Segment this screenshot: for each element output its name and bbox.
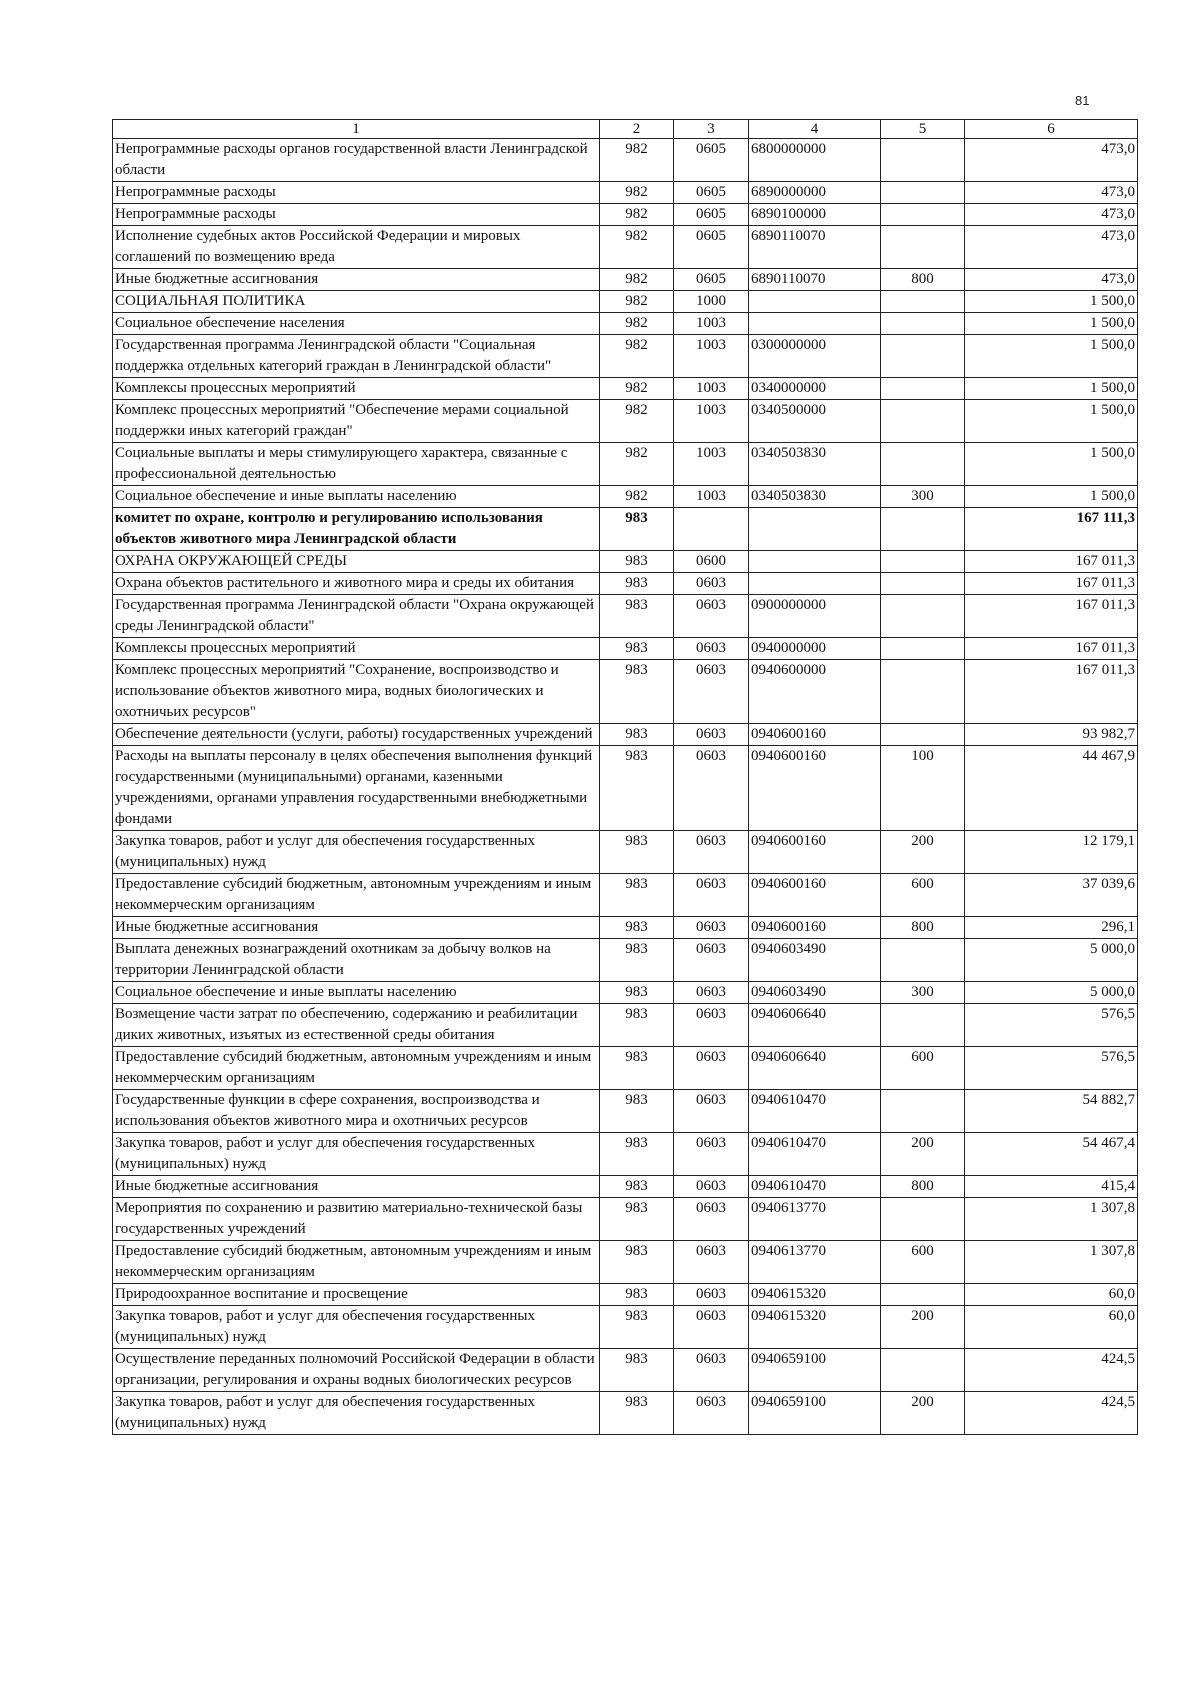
department-code-cell: 983 [600,1241,674,1284]
section-code-cell: 0603 [674,595,749,638]
section-code-cell: 1003 [674,335,749,378]
expense-type-cell [881,291,965,313]
table-row [113,486,1138,508]
table-row [113,400,1138,443]
amount-cell: 1 500,0 [965,443,1138,486]
section-code-cell: 0603 [674,1241,749,1284]
expense-name-cell: Социальное обеспечение и иные выплаты населению [113,982,600,1004]
table-row [113,551,1138,573]
expense-name-cell: Непрограммные расходы органов государственной власти Ленинградской области [113,139,600,182]
expense-name-cell: Возмещение части затрат по обеспечению, содержанию и реабилитации диких животных, изъятых из естественной среды обитания [113,1004,600,1047]
column-header: 3 [674,120,749,139]
target-article-cell: 6800000000 [749,139,881,182]
section-code-cell: 0603 [674,1047,749,1090]
expense-name-cell: Мероприятия по сохранению и развитию материально-технической базы государственных учреждений [113,1198,600,1241]
expense-name-cell: Охрана объектов растительного и животного мира и среды их обитания [113,573,600,595]
target-article-cell: 0900000000 [749,595,881,638]
amount-cell: 167 011,3 [965,573,1138,595]
section-code-cell: 1003 [674,486,749,508]
department-code-cell: 982 [600,443,674,486]
amount-cell: 576,5 [965,1047,1138,1090]
expense-name-cell: Комплекс процессных мероприятий "Обеспечение мерами социальной поддержки иных категорий граждан" [113,400,600,443]
section-code-cell: 1003 [674,400,749,443]
section-code-cell: 0603 [674,874,749,917]
expense-type-cell [881,508,965,551]
department-code-cell: 983 [600,595,674,638]
table-row [113,982,1138,1004]
section-code-cell: 0603 [674,1090,749,1133]
expense-name-cell: ОХРАНА ОКРУЖАЮЩЕЙ СРЕДЫ [113,551,600,573]
table-row [113,724,1138,746]
amount-cell: 473,0 [965,139,1138,182]
column-number-row [113,120,1138,139]
table-row [113,1198,1138,1241]
expense-type-cell: 200 [881,831,965,874]
department-code-cell: 983 [600,1133,674,1176]
target-article-cell: 0940600160 [749,746,881,831]
amount-cell: 296,1 [965,917,1138,939]
target-article-cell: 0940613770 [749,1241,881,1284]
expense-name-cell: Закупка товаров, работ и услуг для обеспечения государственных (муниципальных) нужд [113,831,600,874]
section-code-cell: 0603 [674,1133,749,1176]
expense-name-cell: Комплексы процессных мероприятий [113,378,600,400]
expense-name-cell: Государственная программа Ленинградской области "Социальная поддержка отдельных категорий граждан в Ленинградской области" [113,335,600,378]
table-row [113,139,1138,182]
table-row [113,638,1138,660]
target-article-cell: 0940606640 [749,1047,881,1090]
table-row [113,335,1138,378]
department-code-cell: 983 [600,1392,674,1435]
amount-cell: 167 011,3 [965,638,1138,660]
expense-type-cell: 600 [881,874,965,917]
department-code-cell: 982 [600,486,674,508]
expense-type-cell: 800 [881,269,965,291]
expense-type-cell [881,660,965,724]
table-row [113,1284,1138,1306]
section-code-cell: 0603 [674,1004,749,1047]
department-code-cell: 983 [600,982,674,1004]
target-article-cell: 6890110070 [749,226,881,269]
department-code-cell: 983 [600,746,674,831]
expense-name-cell: Иные бюджетные ассигнования [113,1176,600,1198]
amount-cell: 12 179,1 [965,831,1138,874]
section-code-cell: 1003 [674,313,749,335]
expense-type-cell [881,551,965,573]
target-article-cell: 0340000000 [749,378,881,400]
amount-cell: 60,0 [965,1284,1138,1306]
target-article-cell: 6890110070 [749,269,881,291]
department-code-cell: 983 [600,724,674,746]
target-article-cell: 0940613770 [749,1198,881,1241]
section-code-cell: 1003 [674,443,749,486]
table-row [113,831,1138,874]
section-code-cell: 0603 [674,917,749,939]
target-article-cell: 0340503830 [749,443,881,486]
department-code-cell: 983 [600,1349,674,1392]
table-row [113,182,1138,204]
target-article-cell: 0940600000 [749,660,881,724]
section-code-cell: 0603 [674,1284,749,1306]
target-article-cell: 0340500000 [749,400,881,443]
target-article-cell: 6890100000 [749,204,881,226]
target-article-cell: 0940610470 [749,1133,881,1176]
target-article-cell [749,508,881,551]
target-article-cell: 0940610470 [749,1176,881,1198]
target-article-cell: 0940615320 [749,1306,881,1349]
table-row [113,1176,1138,1198]
expense-type-cell [881,638,965,660]
section-code-cell: 0605 [674,269,749,291]
amount-cell: 37 039,6 [965,874,1138,917]
target-article-cell: 0300000000 [749,335,881,378]
department-code-cell: 983 [600,1176,674,1198]
department-code-cell: 982 [600,313,674,335]
target-article-cell [749,291,881,313]
expense-type-cell [881,400,965,443]
department-code-cell: 983 [600,1284,674,1306]
target-article-cell [749,313,881,335]
department-code-cell: 983 [600,660,674,724]
target-article-cell [749,573,881,595]
expense-type-cell [881,1349,965,1392]
amount-cell: 54 882,7 [965,1090,1138,1133]
table-row [113,917,1138,939]
amount-cell: 60,0 [965,1306,1138,1349]
expense-name-cell: Закупка товаров, работ и услуг для обеспечения государственных (муниципальных) нужд [113,1133,600,1176]
section-code-cell: 0605 [674,204,749,226]
department-code-cell: 983 [600,917,674,939]
expense-type-cell: 300 [881,486,965,508]
department-code-cell: 983 [600,1090,674,1133]
table-row [113,291,1138,313]
expense-name-cell: Осуществление переданных полномочий Российской Федерации в области организации, регулирования и охраны водных биологических ресурсов [113,1349,600,1392]
department-code-cell: 983 [600,874,674,917]
section-code-cell: 0603 [674,1198,749,1241]
column-header: 4 [749,120,881,139]
table-row [113,443,1138,486]
expense-type-cell [881,378,965,400]
target-article-cell: 0940000000 [749,638,881,660]
section-code-cell: 0603 [674,638,749,660]
department-code-cell: 983 [600,939,674,982]
expense-type-cell [881,1284,965,1306]
target-article-cell: 0940659100 [749,1349,881,1392]
table-row [113,1133,1138,1176]
expense-name-cell: Комплексы процессных мероприятий [113,638,600,660]
expense-name-cell: Социальное обеспечение и иные выплаты населению [113,486,600,508]
amount-cell: 473,0 [965,204,1138,226]
table-row [113,269,1138,291]
expense-type-cell: 100 [881,746,965,831]
amount-cell: 1 500,0 [965,291,1138,313]
target-article-cell: 0940603490 [749,939,881,982]
amount-cell: 167 011,3 [965,595,1138,638]
target-article-cell [749,551,881,573]
section-code-cell: 0603 [674,1306,749,1349]
expense-name-cell: Комплекс процессных мероприятий "Сохранение, воспроизводство и использование объектов животного мира, водных биологических и охотничьих ресурсов" [113,660,600,724]
section-code-cell: 0603 [674,831,749,874]
expense-type-cell [881,335,965,378]
expense-name-cell: Непрограммные расходы [113,204,600,226]
department-code-cell: 983 [600,1004,674,1047]
expense-name-cell: Исполнение судебных актов Российской Федерации и мировых соглашений по возмещению вреда [113,226,600,269]
section-code-cell: 0605 [674,226,749,269]
expense-type-cell [881,204,965,226]
amount-cell: 473,0 [965,269,1138,291]
amount-cell: 1 500,0 [965,378,1138,400]
section-code-cell: 0603 [674,982,749,1004]
section-code-cell: 0603 [674,573,749,595]
expense-name-cell: СОЦИАЛЬНАЯ ПОЛИТИКА [113,291,600,313]
expense-name-cell: Закупка товаров, работ и услуг для обеспечения государственных (муниципальных) нужд [113,1392,600,1435]
expense-name-cell: Иные бюджетные ассигнования [113,917,600,939]
target-article-cell: 0940606640 [749,1004,881,1047]
target-article-cell: 0940610470 [749,1090,881,1133]
table-row [113,1392,1138,1435]
section-code-cell: 0603 [674,724,749,746]
table-row [113,1306,1138,1349]
amount-cell: 424,5 [965,1349,1138,1392]
section-code-cell [674,508,749,551]
expense-type-cell: 200 [881,1392,965,1435]
target-article-cell: 0940600160 [749,724,881,746]
expense-type-cell [881,595,965,638]
table-row [113,595,1138,638]
expense-type-cell [881,573,965,595]
expense-type-cell: 200 [881,1133,965,1176]
amount-cell: 1 500,0 [965,400,1138,443]
amount-cell: 167 011,3 [965,660,1138,724]
expense-name-cell: Расходы на выплаты персоналу в целях обеспечения выполнения функций государственными (муниципальными) органами, казенными учреждениями, органами управления государственными внебюджетными фондами [113,746,600,831]
table-row [113,1004,1138,1047]
department-code-cell: 983 [600,551,674,573]
section-code-cell: 0603 [674,1176,749,1198]
amount-cell: 415,4 [965,1176,1138,1198]
table-row [113,660,1138,724]
target-article-cell: 0940659100 [749,1392,881,1435]
department-code-cell: 982 [600,378,674,400]
amount-cell: 424,5 [965,1392,1138,1435]
department-code-cell: 983 [600,638,674,660]
expense-name-cell: Предоставление субсидий бюджетным, автономным учреждениям и иным некоммерческим организациям [113,1241,600,1284]
table-row [113,573,1138,595]
expense-name-cell: Природоохранное воспитание и просвещение [113,1284,600,1306]
amount-cell: 473,0 [965,182,1138,204]
table-row [113,939,1138,982]
amount-cell: 5 000,0 [965,982,1138,1004]
expense-name-cell: Предоставление субсидий бюджетным, автономным учреждениям и иным некоммерческим организациям [113,1047,600,1090]
expense-type-cell: 600 [881,1241,965,1284]
expense-name-cell: Предоставление субсидий бюджетным, автономным учреждениям и иным некоммерческим организациям [113,874,600,917]
expense-type-cell [881,182,965,204]
amount-cell: 54 467,4 [965,1133,1138,1176]
target-article-cell: 0340503830 [749,486,881,508]
section-code-cell: 0603 [674,660,749,724]
target-article-cell: 0940600160 [749,874,881,917]
expense-type-cell [881,443,965,486]
table-row [113,378,1138,400]
expense-type-cell [881,226,965,269]
expense-name-cell: комитет по охране, контролю и регулированию использования объектов животного мира Ленинградской области [113,508,600,551]
expense-type-cell [881,724,965,746]
section-code-cell: 0605 [674,139,749,182]
target-article-cell: 0940600160 [749,831,881,874]
expense-type-cell [881,139,965,182]
table-row [113,1241,1138,1284]
expense-name-cell: Иные бюджетные ассигнования [113,269,600,291]
table-row [113,313,1138,335]
expense-name-cell: Закупка товаров, работ и услуг для обеспечения государственных (муниципальных) нужд [113,1306,600,1349]
target-article-cell: 0940603490 [749,982,881,1004]
department-code-cell: 983 [600,508,674,551]
budget-table [112,119,1138,1435]
department-code-cell: 982 [600,335,674,378]
amount-cell: 44 467,9 [965,746,1138,831]
expense-name-cell: Государственные функции в сфере сохранения, воспроизводства и использования объектов животного мира и охотничьих ресурсов [113,1090,600,1133]
department-code-cell: 982 [600,400,674,443]
amount-cell: 1 307,8 [965,1198,1138,1241]
expense-type-cell [881,313,965,335]
table-body [113,139,1138,1435]
department-code-cell: 982 [600,182,674,204]
table-row [113,874,1138,917]
table-row [113,508,1138,551]
department-code-cell: 983 [600,573,674,595]
page-number: 81 [1075,93,1090,108]
amount-cell: 1 500,0 [965,335,1138,378]
amount-cell: 576,5 [965,1004,1138,1047]
department-code-cell: 983 [600,1047,674,1090]
department-code-cell: 982 [600,226,674,269]
column-header: 1 [113,120,600,139]
table-header [113,120,1138,139]
department-code-cell: 982 [600,204,674,226]
expense-name-cell: Социальное обеспечение населения [113,313,600,335]
table-row [113,204,1138,226]
expense-type-cell: 200 [881,1306,965,1349]
expense-name-cell: Выплата денежных вознаграждений охотникам за добычу волков на территории Ленинградской области [113,939,600,982]
amount-cell: 473,0 [965,226,1138,269]
expense-type-cell: 800 [881,917,965,939]
section-code-cell: 0600 [674,551,749,573]
department-code-cell: 983 [600,831,674,874]
department-code-cell: 982 [600,139,674,182]
section-code-cell: 0603 [674,939,749,982]
section-code-cell: 0603 [674,1349,749,1392]
target-article-cell: 6890000000 [749,182,881,204]
department-code-cell: 983 [600,1306,674,1349]
expense-name-cell: Непрограммные расходы [113,182,600,204]
amount-cell: 1 500,0 [965,486,1138,508]
expense-name-cell: Обеспечение деятельности (услуги, работы) государственных учреждений [113,724,600,746]
table-row [113,1090,1138,1133]
expense-type-cell [881,1090,965,1133]
amount-cell: 1 500,0 [965,313,1138,335]
expense-type-cell [881,1198,965,1241]
target-article-cell: 0940615320 [749,1284,881,1306]
table-row [113,1047,1138,1090]
amount-cell: 93 982,7 [965,724,1138,746]
amount-cell: 1 307,8 [965,1241,1138,1284]
expense-name-cell: Государственная программа Ленинградской области "Охрана окружающей среды Ленинградской области" [113,595,600,638]
table-row [113,226,1138,269]
section-code-cell: 0605 [674,182,749,204]
table-row [113,1349,1138,1392]
section-code-cell: 0603 [674,746,749,831]
expense-type-cell [881,939,965,982]
expense-type-cell: 600 [881,1047,965,1090]
column-header: 6 [965,120,1138,139]
amount-cell: 5 000,0 [965,939,1138,982]
column-header: 2 [600,120,674,139]
expense-type-cell: 300 [881,982,965,1004]
column-header: 5 [881,120,965,139]
expense-name-cell: Социальные выплаты и меры стимулирующего характера, связанные с профессиональной деятельностью [113,443,600,486]
department-code-cell: 983 [600,1198,674,1241]
amount-cell: 167 011,3 [965,551,1138,573]
expense-type-cell [881,1004,965,1047]
section-code-cell: 1003 [674,378,749,400]
table-row [113,746,1138,831]
expense-type-cell: 800 [881,1176,965,1198]
department-code-cell: 982 [600,269,674,291]
target-article-cell: 0940600160 [749,917,881,939]
section-code-cell: 0603 [674,1392,749,1435]
amount-cell: 167 111,3 [965,508,1138,551]
department-code-cell: 982 [600,291,674,313]
section-code-cell: 1000 [674,291,749,313]
